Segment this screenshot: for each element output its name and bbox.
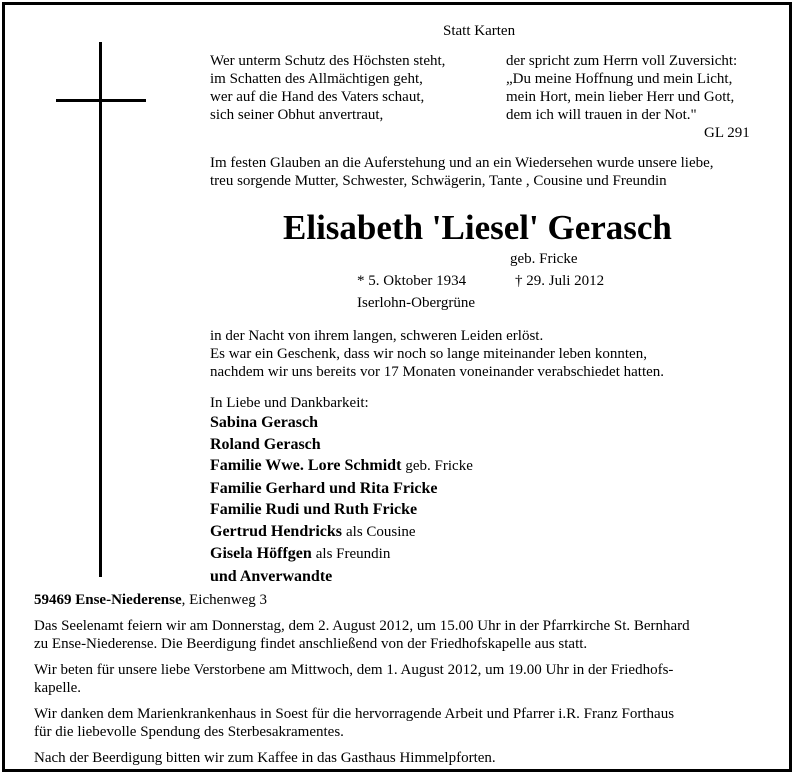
notice-thanks xyxy=(34,705,774,741)
mourner-name: Familie Wwe. Lore Schmidt xyxy=(210,457,402,474)
intro-line: treu sorgende Mutter, Schwester, Schwägerin, Tante , Cousine und Freundin xyxy=(210,173,667,189)
notice-line: zu Ense-Niederense. Die Beerdigung findet anschließend von der Friedhofskapelle aus statt. xyxy=(34,636,588,652)
verse-left xyxy=(210,52,445,124)
verse-right-line: „Du meine Hoffnung und mein Licht, xyxy=(506,71,733,87)
verse-reference: GL 291 xyxy=(704,125,750,141)
mourners-intro: In Liebe und Dankbarkeit: xyxy=(210,395,369,411)
cross-icon-vertical xyxy=(99,42,102,577)
deceased-place: Iserlohn-Obergrüne xyxy=(357,295,476,311)
header-statt-karten: Statt Karten xyxy=(443,23,516,39)
address-street: , Eichenweg 3 xyxy=(181,592,268,608)
mourner-entry xyxy=(210,543,473,566)
notice-prayer xyxy=(34,661,774,697)
notice-line: Das Seelenamt feiern wir am Donnerstag, dem 2. August 2012, um 15.00 Uhr in der Pfarrkirche St. Bernhard xyxy=(34,618,690,634)
death-date: † 29. Juli 2012 xyxy=(515,273,605,289)
mourner-name: Gisela Höffgen xyxy=(210,545,312,562)
body-text xyxy=(210,327,664,381)
verse-left-line: im Schatten des Allmächtigen geht, xyxy=(210,71,423,87)
mourner-entry xyxy=(210,412,473,434)
verse-right xyxy=(506,52,737,124)
verse-right-line: mein Hort, mein lieber Herr und Gott, xyxy=(506,89,735,105)
deceased-name: Elisabeth 'Liesel' Gerasch xyxy=(283,208,672,247)
verse-left-line: Wer unterm Schutz des Höchsten steht, xyxy=(210,53,446,69)
notice-line: Nach der Beerdigung bitten wir zum Kaffee in das Gasthaus Himmelpforten. xyxy=(34,750,496,766)
mourner-entry xyxy=(210,566,473,588)
verse-left-line: wer auf die Hand des Vaters schaut, xyxy=(210,89,425,105)
verse-right-line: dem ich will trauen in der Not." xyxy=(506,107,697,123)
mourner-name: Gertrud Hendricks xyxy=(210,522,342,540)
notice-line: für die liebevolle Spendung des Sterbesakramentes. xyxy=(34,724,344,740)
mourner-name: Familie Rudi und Ruth Fricke xyxy=(210,501,418,518)
cross-icon-horizontal xyxy=(56,99,146,102)
birth-date: * 5. Oktober 1934 xyxy=(357,273,467,289)
intro-line: Im festen Glauben an die Auferstehung und an ein Wiedersehen wurde unsere liebe, xyxy=(210,155,714,171)
notice-line: Wir beten für unsere liebe Verstorbene am Mittwoch, dem 1. August 2012, um 19.00 Uhr in der Friedhofs- xyxy=(34,662,674,678)
mourner-entry xyxy=(210,478,473,500)
mourners-list xyxy=(210,412,473,587)
mourner-note: geb. Fricke xyxy=(405,458,473,474)
verse-left-line: sich seiner Obhut anvertraut, xyxy=(210,107,384,123)
mourner-entry xyxy=(210,434,473,456)
mourner-entry xyxy=(210,499,473,521)
deceased-maiden-name: geb. Fricke xyxy=(510,251,578,267)
address-postal: 59469 Ense-Niederense xyxy=(34,592,182,608)
mourner-name: Roland Gerasch xyxy=(210,435,321,453)
notice-mass xyxy=(34,617,774,653)
intro-text xyxy=(210,154,714,190)
address xyxy=(34,591,267,609)
mourner-note: als Cousine xyxy=(346,523,416,540)
mourner-note: als Freundin xyxy=(315,546,391,562)
mourner-name: Familie Gerhard und Rita Fricke xyxy=(210,479,438,497)
notice-line: kapelle. xyxy=(34,680,82,696)
notice-coffee xyxy=(34,749,774,767)
mourner-name: Sabina Gerasch xyxy=(210,414,319,431)
verse-right-line: der spricht zum Herrn voll Zuversicht: xyxy=(506,53,738,69)
body-line: Es war ein Geschenk, dass wir noch so lange miteinander leben konnten, xyxy=(210,346,647,362)
body-line: nachdem wir uns bereits vor 17 Monaten voneinander verabschiedet hatten. xyxy=(210,364,665,380)
notice-line: Wir danken dem Marienkrankenhaus in Soest für die hervorragende Arbeit und Pfarrer i.R. Franz Forthaus xyxy=(34,706,675,722)
body-line: in der Nacht von ihrem langen, schweren Leiden erlöst. xyxy=(210,328,544,344)
mourner-name: und Anverwandte xyxy=(210,567,333,585)
mourner-entry xyxy=(210,455,473,478)
mourner-entry xyxy=(210,521,473,544)
